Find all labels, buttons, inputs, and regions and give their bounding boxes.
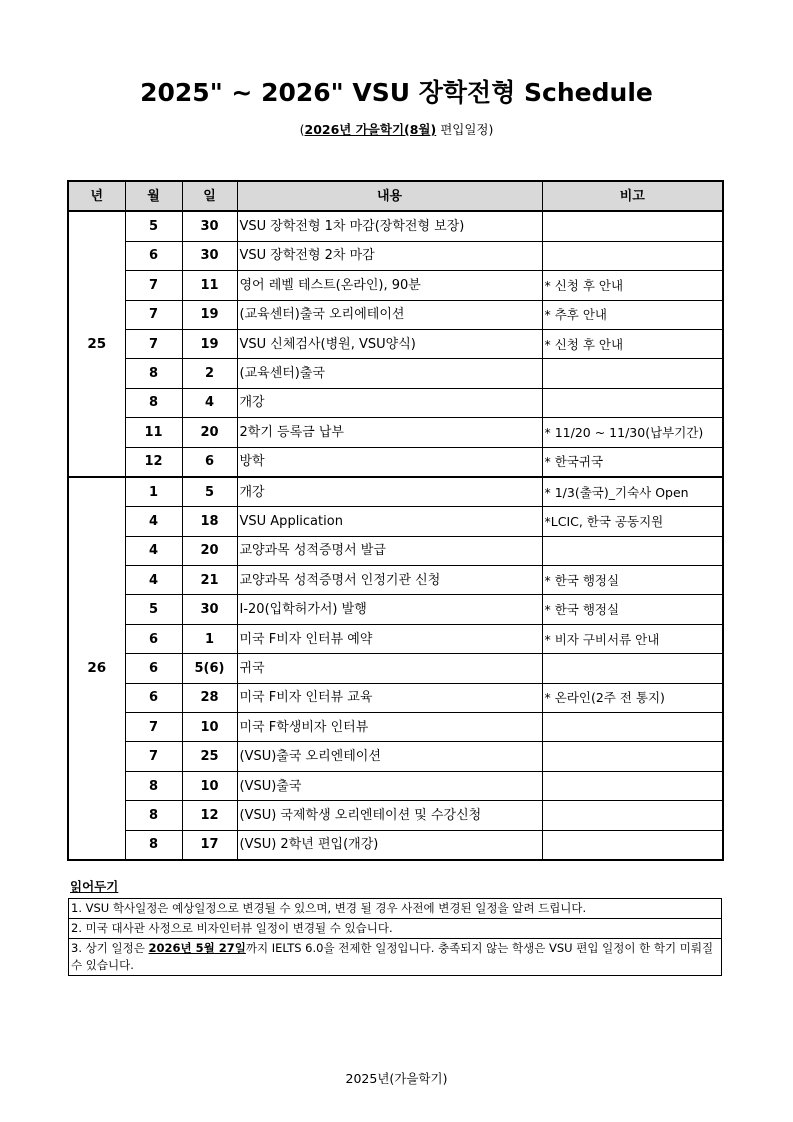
table-row <box>68 536 723 565</box>
note-cell: * 1/3(출국)_기숙사 Open <box>542 477 723 507</box>
content-cell: VSU 신체검사(병원, VSU양식) <box>237 329 542 358</box>
note-cell <box>542 801 723 830</box>
table-row <box>68 683 723 712</box>
day-cell: 21 <box>182 566 237 595</box>
table-row <box>68 477 723 507</box>
note-cell: * 온라인(2주 전 통지) <box>542 683 723 712</box>
month-cell: 8 <box>125 801 182 830</box>
day-cell: 28 <box>182 683 237 712</box>
month-cell: 6 <box>125 683 182 712</box>
day-cell: 30 <box>182 211 237 241</box>
note-item-3-post: 까지 IELTS 6.0을 전제한 일정입니다. 충족되지 않는 학생은 VSU 편입 일정이 한 학기 미뤄질 수 있습니다. <box>71 941 714 972</box>
month-cell: 5 <box>125 211 182 241</box>
table-row <box>68 359 723 388</box>
subtitle-open: ( <box>299 122 305 137</box>
column-header-content: 내용 <box>237 181 542 211</box>
content-cell: VSU 장학전형 1차 마감(장학전형 보장) <box>237 211 542 241</box>
note-cell <box>542 241 723 270</box>
day-cell: 4 <box>182 388 237 417</box>
note-cell: * 한국귀국 <box>542 447 723 477</box>
page-subtitle <box>0 121 793 139</box>
schedule-body <box>68 211 723 860</box>
content-cell: 미국 F비자 인터뷰 교육 <box>237 683 542 712</box>
table-row <box>68 801 723 830</box>
table-row <box>68 742 723 771</box>
content-cell: 2학기 등록금 납부 <box>237 418 542 447</box>
table-row <box>68 654 723 683</box>
table-header-row <box>68 181 723 211</box>
note-row <box>69 899 722 919</box>
content-cell: (VSU) 국제학생 오리엔테이션 및 수강신청 <box>237 801 542 830</box>
month-cell: 7 <box>125 713 182 742</box>
month-cell: 8 <box>125 771 182 800</box>
month-cell: 4 <box>125 566 182 595</box>
day-cell: 18 <box>182 507 237 536</box>
day-cell: 20 <box>182 418 237 447</box>
day-cell: 25 <box>182 742 237 771</box>
content-cell: 교양과목 성적증명서 인정기관 신청 <box>237 566 542 595</box>
note-row <box>69 919 722 939</box>
table-row <box>68 418 723 447</box>
content-cell: (교육센터)출국 오리에테이션 <box>237 300 542 329</box>
content-cell: 미국 F비자 인터뷰 예약 <box>237 624 542 653</box>
table-row <box>68 771 723 800</box>
day-cell: 30 <box>182 595 237 624</box>
month-cell: 7 <box>125 742 182 771</box>
note-cell: * 한국 행정실 <box>542 566 723 595</box>
day-cell: 10 <box>182 713 237 742</box>
note-cell <box>542 654 723 683</box>
subtitle-term: 2026년 가을학기(8월) <box>304 122 437 137</box>
day-cell: 1 <box>182 624 237 653</box>
month-cell: 8 <box>125 388 182 417</box>
note-cell <box>542 742 723 771</box>
year-cell: 26 <box>68 477 125 860</box>
day-cell: 17 <box>182 830 237 860</box>
month-cell: 7 <box>125 271 182 300</box>
notes-table <box>68 898 722 976</box>
month-cell: 12 <box>125 447 182 477</box>
table-row <box>68 329 723 358</box>
day-cell: 12 <box>182 801 237 830</box>
day-cell: 6 <box>182 447 237 477</box>
day-cell: 11 <box>182 271 237 300</box>
note-cell: * 신청 후 안내 <box>542 271 723 300</box>
content-cell: (교육센터)출국 <box>237 359 542 388</box>
note-cell <box>542 771 723 800</box>
content-cell: 개강 <box>237 477 542 507</box>
content-cell: VSU 장학전형 2차 마감 <box>237 241 542 270</box>
note-cell: * 비자 구비서류 안내 <box>542 624 723 653</box>
content-cell: (VSU)출국 오리엔테이션 <box>237 742 542 771</box>
schedule-table <box>67 180 724 861</box>
note-item-1: 1. VSU 학사일정은 예상일정으로 변경될 수 있으며, 변경 될 경우 사전에 변경된 일정을 알려 드립니다. <box>69 899 722 919</box>
content-cell: 교양과목 성적증명서 발급 <box>237 536 542 565</box>
table-row <box>68 830 723 860</box>
day-cell: 30 <box>182 241 237 270</box>
content-cell: VSU Application <box>237 507 542 536</box>
table-row <box>68 624 723 653</box>
note-row <box>69 939 722 976</box>
content-cell: (VSU) 2학년 편입(개강) <box>237 830 542 860</box>
month-cell: 6 <box>125 624 182 653</box>
month-cell: 6 <box>125 241 182 270</box>
content-cell: I-20(입학허가서) 발행 <box>237 595 542 624</box>
column-header-month: 월 <box>125 181 182 211</box>
month-cell: 7 <box>125 329 182 358</box>
note-cell <box>542 536 723 565</box>
year-cell: 25 <box>68 211 125 477</box>
month-cell: 8 <box>125 359 182 388</box>
content-cell: (VSU)출국 <box>237 771 542 800</box>
month-cell: 11 <box>125 418 182 447</box>
month-cell: 4 <box>125 536 182 565</box>
note-cell: * 11/20 ~ 11/30(납부기간) <box>542 418 723 447</box>
note-item-3-pre: 3. 상기 일정은 <box>71 941 149 955</box>
table-row <box>68 388 723 417</box>
month-cell: 8 <box>125 830 182 860</box>
note-item-3-deadline: 2026년 5월 27일 <box>148 941 246 955</box>
day-cell: 5 <box>182 477 237 507</box>
note-cell <box>542 713 723 742</box>
note-cell: * 한국 행정실 <box>542 595 723 624</box>
note-cell: * 추후 안내 <box>542 300 723 329</box>
table-row <box>68 507 723 536</box>
content-cell: 방학 <box>237 447 542 477</box>
day-cell: 10 <box>182 771 237 800</box>
note-cell <box>542 388 723 417</box>
table-row <box>68 447 723 477</box>
note-cell: * 신청 후 안내 <box>542 329 723 358</box>
table-row <box>68 211 723 241</box>
month-cell: 7 <box>125 300 182 329</box>
month-cell: 4 <box>125 507 182 536</box>
page-title: 2025" ~ 2026" VSU 장학전형 Schedule <box>140 78 653 107</box>
day-cell: 20 <box>182 536 237 565</box>
column-header-day: 일 <box>182 181 237 211</box>
column-header-note: 비고 <box>542 181 723 211</box>
table-row <box>68 241 723 270</box>
note-cell <box>542 830 723 860</box>
notes-title: 읽어두기 <box>70 879 119 894</box>
note-item-3 <box>69 939 722 976</box>
month-cell: 1 <box>125 477 182 507</box>
table-row <box>68 271 723 300</box>
note-item-2: 2. 미국 대사관 사정으로 비자인터뷰 일정이 변경될 수 있습니다. <box>69 919 722 939</box>
content-cell: 영어 레벨 테스트(온라인), 90분 <box>237 271 542 300</box>
note-cell <box>542 211 723 241</box>
day-cell: 5(6) <box>182 654 237 683</box>
table-row <box>68 595 723 624</box>
day-cell: 19 <box>182 300 237 329</box>
content-cell: 개강 <box>237 388 542 417</box>
month-cell: 6 <box>125 654 182 683</box>
subtitle-rest: 편입일정) <box>436 122 494 137</box>
content-cell: 미국 F학생비자 인터뷰 <box>237 713 542 742</box>
note-cell <box>542 359 723 388</box>
table-row <box>68 566 723 595</box>
day-cell: 19 <box>182 329 237 358</box>
page-footer: 2025년(가을학기) <box>345 1071 448 1086</box>
column-header-year: 년 <box>68 181 125 211</box>
month-cell: 5 <box>125 595 182 624</box>
table-row <box>68 713 723 742</box>
day-cell: 2 <box>182 359 237 388</box>
note-cell: *LCIC, 한국 공동지원 <box>542 507 723 536</box>
table-row <box>68 300 723 329</box>
content-cell: 귀국 <box>237 654 542 683</box>
